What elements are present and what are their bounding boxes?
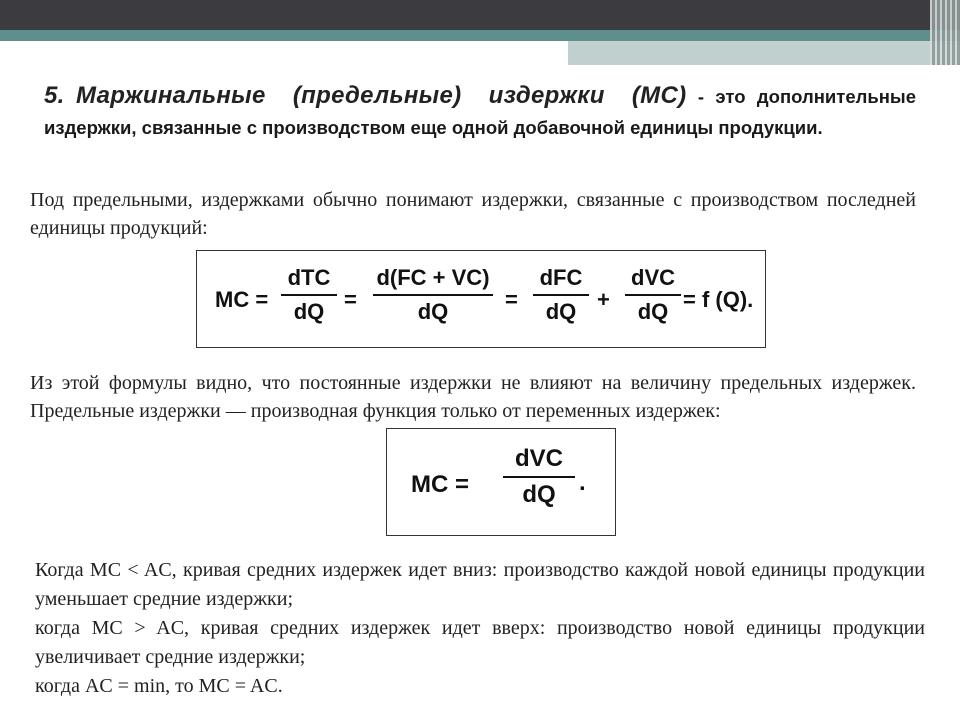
header-stripes-decoration [930, 0, 960, 65]
formula1-fraction-dtc [281, 265, 337, 325]
formula2-fraction [503, 445, 575, 509]
header-teal-bar [0, 30, 960, 41]
slide-title [44, 80, 916, 143]
formula1-lhs: MC = [215, 287, 269, 312]
paragraph-definition: Под предельными, издержками обычно понимают издержки, связанные с производством последней единицы продукций: [30, 189, 916, 239]
formula2-numerator: dVC [515, 445, 563, 472]
formula1-plus: + [597, 287, 610, 312]
formula1-f1-numerator: dTC [287, 265, 331, 290]
formula1-equals-2: = [505, 287, 518, 312]
formula1-fraction-dfcvc [373, 265, 493, 325]
header-dark-bar [0, 0, 960, 30]
formula1-f4-denominator: dQ [637, 299, 669, 324]
formula1-f2-numerator: d(FC + VC) [376, 265, 490, 290]
formula2-lhs: MC = [411, 471, 470, 498]
formula-box-mc-variable [386, 428, 616, 536]
title-heading: Маржинальные (предельные) издержки (МС) [76, 82, 687, 109]
formula1-f3-numerator: dFC [539, 265, 583, 290]
formula-box-mc-total [196, 250, 766, 348]
paragraph-conditions [35, 556, 925, 701]
header-light-bar [568, 41, 960, 65]
title-number: 5. [44, 82, 65, 109]
paragraph-explanation: Из этой формулы видно, что постоянные издержки не влияют на величину предельных издержек. Предельные издержки — производная функция только от переменных издержек: [30, 372, 916, 422]
formula1-rhs: = f (Q). [683, 287, 754, 312]
formula2-denominator: dQ [522, 481, 556, 508]
formula1-f2-denominator: dQ [417, 299, 449, 324]
formula1-equals-1: = [344, 287, 357, 312]
formula1-f1-denominator: dQ [293, 299, 325, 324]
condition-mc-greater-ac: когда MC > AC, кривая средних издержек идет вверх: производство новой единицы продукции увеличивает средние издержки; [35, 617, 925, 668]
formula1-fraction-dfc [533, 265, 589, 325]
condition-ac-min: когда AC = min, то MC = AC. [35, 675, 283, 697]
formula1-f4-numerator: dVC [631, 265, 675, 290]
formula2-dot: . [579, 469, 586, 496]
formula1-fraction-dvc [625, 265, 681, 325]
formula1-f3-denominator: dQ [545, 299, 577, 324]
condition-mc-less-ac: Когда MC < AC, кривая средних издержек идет вниз: производство каждой новой единицы продукции уменьшает средние издержки; [35, 559, 925, 610]
title-definition: - это дополнительные издержки, связанные с производством еще одной добавочной единицы продукции. [44, 86, 917, 138]
